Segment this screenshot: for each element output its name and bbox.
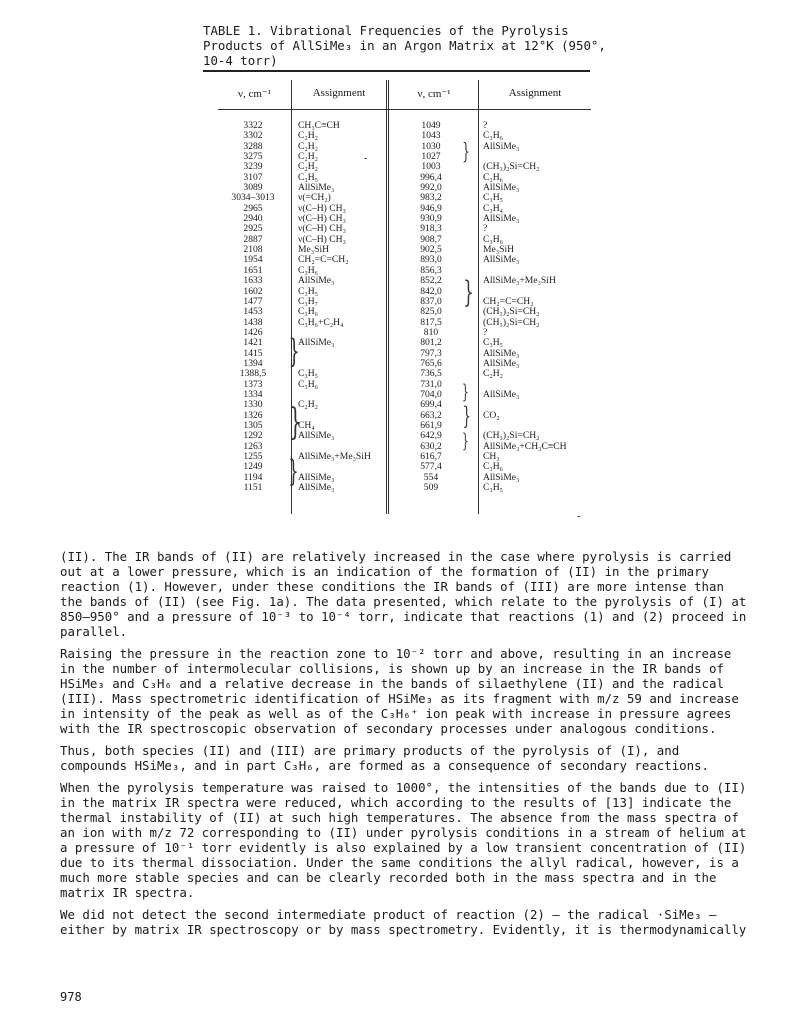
- frequency-cell: 1043: [421, 130, 441, 142]
- frequency-cell: 3288: [243, 140, 263, 152]
- assignment-cell: AllSiMe₃: [483, 357, 520, 369]
- assignment-cell: ν(C–H) CH₃: [298, 233, 346, 245]
- right-assignment-column: [483, 121, 593, 493]
- grouping-brace: }: [288, 332, 300, 370]
- assignment-cell: C₂H₂: [298, 151, 319, 163]
- grouping-brace: }: [462, 140, 470, 165]
- assignment-cell: C₃H₄: [483, 202, 504, 214]
- frequency-cell: 1049: [421, 120, 441, 131]
- paragraph: (II). The IR bands of (II) are relatively increased in the case where pyrolysis is carried out at a lower pressure, which is an indication of the formation of (II) in the primary reaction (1). However, under these conditions the IR bands of (III) are more intense than the bands of (II) (see Fig. 1a). The data presented, which relate to the pyrolysis of (I) at 850–950° and a pressure of 10⁻³ to 10⁻⁴ torr, indicate that reactions (1) and (2) proceed in parallel.: [60, 549, 747, 639]
- assignment-cell: C₃H₆: [483, 461, 504, 473]
- frequency-cell: 852,2: [420, 275, 442, 287]
- assignment-cell: C₃H₆: [298, 264, 319, 276]
- assignment-cell: C₃H₅: [483, 192, 504, 204]
- assignment-cell: AllSiMe₃: [298, 182, 335, 194]
- assignment-cell: CO₂: [483, 409, 500, 421]
- left-frequency-column: [218, 121, 288, 493]
- assignment-cell: Me₃SiH: [483, 244, 515, 256]
- frequency-cell: 3275: [243, 151, 263, 163]
- frequency-cell: 1453: [243, 306, 263, 318]
- frequency-cell: 918,3: [420, 223, 442, 235]
- frequency-cell: 2887: [243, 233, 263, 245]
- frequency-cell: 1602: [243, 285, 263, 297]
- frequency-cell: 825,0: [420, 306, 442, 318]
- frequency-cell: 1954: [243, 254, 263, 266]
- assignment-cell: C₃H₆: [483, 130, 504, 142]
- frequency-cell: 731,0: [420, 378, 442, 390]
- frequency-cell: 817,5: [420, 316, 442, 328]
- frequency-cell: 1373: [243, 378, 263, 390]
- assignment-cell: CH₂=C=CH₂: [298, 254, 349, 266]
- page-number: 978: [60, 990, 82, 1004]
- assignment-cell: C₃H₆+C₂H₄: [298, 316, 344, 328]
- assignment-cell: AllSiMe₃: [483, 213, 520, 225]
- frequency-table: [218, 80, 591, 514]
- frequency-cell: 1388,5: [239, 368, 267, 380]
- assignment-cell: AllSiMe₃: [298, 471, 335, 483]
- frequency-cell: 1194: [243, 471, 263, 483]
- frequency-cell: 616,7: [420, 451, 442, 462]
- frequency-cell: 1334: [243, 388, 263, 400]
- assignment-cell: C₂H₂: [298, 140, 319, 152]
- frequency-cell: 908,7: [420, 233, 442, 245]
- frequency-cell: 554: [423, 471, 439, 483]
- frequency-cell: 1394: [243, 357, 263, 369]
- assignment-cell: C₃H₆: [483, 171, 504, 183]
- assignment-cell: C₃H₇: [298, 295, 319, 307]
- frequency-cell: 1415: [243, 347, 263, 359]
- header-freq-left: ν, cm⁻¹: [237, 88, 272, 100]
- assignment-cell: AllSiMe₃: [483, 347, 520, 359]
- grouping-brace: }: [288, 454, 299, 489]
- frequency-cell: 946,9: [420, 202, 442, 214]
- header-rule: [218, 109, 591, 110]
- assignment-cell: C₃H₆: [483, 233, 504, 245]
- assignment-cell: CH₄: [298, 419, 315, 431]
- frequency-cell: 663,2: [420, 409, 442, 421]
- stray-mark: -: [577, 511, 581, 522]
- header-freq-right: ν, cm⁻¹: [417, 88, 451, 100]
- assignment-cell: [298, 349, 390, 359]
- assignment-cell: C₂H₂: [483, 368, 504, 380]
- frequency-cell: 3322: [243, 120, 263, 131]
- frequency-cell: 699,4: [420, 399, 442, 411]
- assignment-cell: C₂H₂: [298, 399, 319, 411]
- frequency-cell: 1426: [243, 326, 263, 338]
- frequency-cell: 2965: [243, 202, 263, 214]
- assignment-cell: ?: [483, 326, 488, 338]
- frequency-cell: 1255: [243, 451, 263, 462]
- frequency-cell: 3034–3013: [231, 192, 275, 204]
- assignment-cell: Me₃SiH: [298, 244, 330, 256]
- assignment-cell: ?: [483, 120, 488, 131]
- frequency-cell: 797,3: [420, 347, 442, 359]
- grouping-brace: }: [289, 402, 302, 443]
- assignment-cell: CH₃: [483, 451, 500, 462]
- frequency-cell: 509: [423, 482, 439, 494]
- frequency-cell: 1292: [243, 430, 263, 442]
- frequency-cell: 983,2: [420, 192, 442, 204]
- frequency-cell: 704,0: [420, 388, 442, 400]
- assignment-cell: ν(C–H) CH₃: [298, 213, 346, 225]
- assignment-cell: AllSiMe₃: [298, 337, 335, 349]
- frequency-cell: 3107: [243, 171, 263, 183]
- assignment-cell: C₃H₆: [298, 378, 319, 390]
- assignment-cell: ν(C–H) CH₃: [298, 223, 346, 235]
- frequency-cell: 837,0: [420, 295, 442, 307]
- assignment-cell: ν(=CH₂): [298, 192, 331, 204]
- paragraph: We did not detect the second intermediate product of reaction (2) — the radical ·SiMe₃ — either by matrix IR spectroscopy or by mass spectrometry. Evidently, it is thermodynamically: [60, 907, 747, 937]
- frequency-cell: 801,2: [420, 337, 442, 349]
- frequency-cell: 1027: [421, 151, 441, 163]
- assignment-cell: AllSiMe₃: [483, 471, 520, 483]
- grouping-brace: }: [461, 379, 469, 403]
- assignment-cell: (CH₃)₂Si=CH₂: [483, 430, 540, 442]
- frequency-cell: 992,0: [420, 182, 442, 194]
- assignment-cell: CH₂=C=CH₂: [483, 295, 534, 307]
- assignment-cell: (CH₃)₂Si=CH₂: [483, 161, 540, 173]
- assignment-cell: AllSiMe₃: [298, 430, 335, 442]
- frequency-cell: 1477: [243, 295, 263, 307]
- paragraph: Thus, both species (II) and (III) are primary products of the pyrolysis of (I), and compounds HSiMe₃, and in part C₃H₆, are formed as a consequence of secondary reactions.: [60, 743, 710, 773]
- caption-rule: [203, 70, 590, 72]
- frequency-cell: 3302: [243, 130, 263, 142]
- assignment-cell: C₃H₅: [298, 285, 319, 297]
- frequency-cell: 902,5: [420, 244, 442, 256]
- column-divider: [291, 80, 292, 514]
- assignment-cell: AllSiMe₃: [298, 482, 335, 494]
- frequency-cell: 1438: [243, 316, 263, 328]
- frequency-cell: 842,0: [420, 285, 442, 297]
- frequency-cell: 1249: [243, 461, 263, 473]
- frequency-cell: 1326: [243, 409, 263, 421]
- frequency-cell: 1330: [243, 399, 263, 411]
- assignment-cell: ν(C–H) CH₃: [298, 202, 346, 214]
- frequency-cell: 930,9: [420, 213, 442, 225]
- frequency-cell: 3089: [243, 182, 263, 194]
- assignment-cell: (CH₃)₂Si=CH₂: [483, 316, 540, 328]
- frequency-cell: 661,9: [420, 419, 442, 431]
- left-assignment-column: [298, 121, 390, 493]
- header-assignment-right: Assignment: [508, 87, 562, 99]
- paragraph: Raising the pressure in the reaction zone to 10⁻² torr and above, resulting in an increase in the number of intermolecular collisions, is shown up by an increase in the IR bands of HSiMe₃ and C₃H₆ and a relative decrease in the bands of silaethylene (II) and the radical (III). Mass spectrometric identification of HSiMe₃ as its fragment with m/z 59 and increase in intensity of the peak as well as of the C₃H₆⁺ ion peak with increase in pressure agrees with the IR spectroscopic observation of secondary processes under analogous conditions.: [60, 646, 739, 736]
- table-caption: TABLE 1. Vibrational Frequencies of the Pyrolysis Products of AllSiMe₃ in an Argon Matrix at 12°K (950°, 10-4 torr): [203, 23, 606, 68]
- column-divider: [478, 80, 479, 514]
- assignment-cell: AllSiMe₃: [298, 275, 335, 287]
- right-frequency-column: [396, 121, 466, 493]
- frequency-cell: 1030: [421, 140, 441, 152]
- frequency-cell: 2108: [243, 244, 263, 256]
- frequency-cell: 1421: [243, 337, 263, 349]
- assignment-cell: AllSiMe₃: [483, 254, 520, 266]
- frequency-cell: 2940: [243, 213, 263, 225]
- grouping-brace: }: [462, 402, 471, 430]
- assignment-cell: AllSiMe₃+Me₃SiH: [483, 275, 556, 287]
- frequency-cell: 577,4: [420, 461, 442, 473]
- header-assignment-left: Assignment: [312, 87, 366, 99]
- assignment-cell: ?: [483, 223, 488, 235]
- frequency-cell: 736,5: [420, 368, 442, 380]
- frequency-cell: 1151: [243, 482, 263, 494]
- assignment-cell: C₃H₅: [483, 482, 504, 494]
- assignment-cell: AllSiMe₃: [483, 182, 520, 194]
- paragraph: When the pyrolysis temperature was raised to 1000°, the intensities of the bands due to (II) in the matrix IR spectra were reduced, which according to the results of [13] indicate the thermal instability of (II) at such high temperatures. The absence from the mass spectra of an ion with m/z 72 corresponding to (II) under pyrolysis conditions in a stream of helium at a pressure of 10⁻¹ torr evidently is also explained by a low transient concentration of (II) due to its thermal dissociation. Under the same conditions the allyl radical, however, is a much more stable species and can be clearly recorded both in the mass spectra and in the matrix IR spectra.: [60, 780, 747, 900]
- frequency-cell: 3239: [243, 161, 263, 173]
- frequency-cell: 1633: [243, 275, 263, 287]
- frequency-cell: 1003: [421, 161, 441, 173]
- grouping-brace: }: [463, 275, 474, 310]
- frequency-cell: 810: [423, 326, 439, 338]
- assignment-cell: C₂H₂: [298, 130, 319, 142]
- frequency-cell: 1263: [243, 440, 263, 452]
- frequency-cell: 893,0: [420, 254, 442, 266]
- assignment-cell: AllSiMe₃: [483, 140, 520, 152]
- assignment-cell: AllSiMe₃+Me₃SiH: [298, 451, 371, 462]
- frequency-cell: 2925: [243, 223, 263, 235]
- grouping-brace: }: [461, 428, 469, 452]
- frequency-cell: 642,9: [420, 430, 442, 442]
- assignment-cell: CH₃C≡CH: [298, 120, 340, 131]
- frequency-cell: 1305: [243, 419, 263, 431]
- body-text: [60, 549, 750, 944]
- frequency-cell: 856,3: [420, 264, 442, 276]
- assignment-cell: C₂H₂: [298, 161, 319, 173]
- frequency-cell: 765,6: [420, 357, 442, 369]
- assignment-cell: AllSiMe₃+CH₃C≡CH: [483, 440, 567, 452]
- assignment-cell: C₃H₅: [483, 337, 504, 349]
- assignment-cell: C₃H₅: [298, 368, 319, 380]
- assignment-cell: (CH₃)₂Si=CH₂: [483, 306, 540, 318]
- assignment-cell: C₃H₆: [298, 306, 319, 318]
- frequency-cell: 1651: [243, 264, 263, 276]
- frequency-cell: 630,2: [420, 440, 442, 452]
- assignment-cell: C₃H₅: [298, 171, 319, 183]
- assignment-cell: AllSiMe₃: [483, 388, 520, 400]
- frequency-cell: 996,4: [420, 171, 442, 183]
- stray-mark: -: [364, 153, 368, 164]
